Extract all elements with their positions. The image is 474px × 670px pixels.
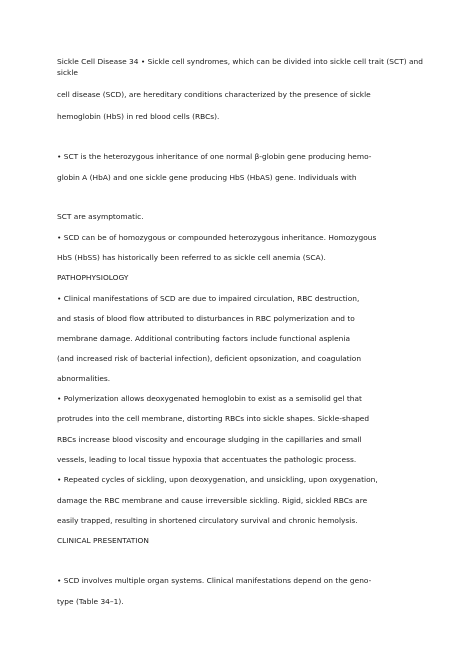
text-line: membrane damage. Additional contributing factors include functional asplenia xyxy=(57,334,350,343)
text-line: cell disease (SCD), are hereditary conditions characterized by the presence of sickle xyxy=(57,90,371,99)
text-line: HbS (HbSS) has historically been referred to as sickle cell anemia (SCA). xyxy=(57,253,326,262)
text-line: damage the RBC membrane and cause irreversible sickling. Rigid, sickled RBCs are xyxy=(57,496,368,505)
text-line: • Repeated cycles of sickling, upon deoxygenation, and unsickling, upon oxygenation, xyxy=(57,475,378,484)
text-line: • SCD involves multiple organ systems. Clinical manifestations depend on the geno- xyxy=(57,576,372,585)
section-heading: PATHOPHYSIOLOGY xyxy=(57,273,129,282)
text-line: • Clinical manifestations of SCD are due to impaired circulation, RBC destruction, xyxy=(57,294,360,303)
text-line: vessels, leading to local tissue hypoxia that accentuates the pathologic process. xyxy=(57,455,357,464)
text-line: abnormalities. xyxy=(57,374,111,383)
text-line: Sickle Cell Disease 34 • Sickle cell syndromes, which can be divided into sickle cell trait (SCT) and xyxy=(57,57,423,66)
text-line: (and increased risk of bacterial infection), deficient opsonization, and coagulation xyxy=(57,354,362,363)
text-line: easily trapped, resulting in shortened circulatory survival and chronic hemolysis. xyxy=(57,516,358,525)
text-line: sickle xyxy=(57,68,78,77)
text-line: • SCT is the heterozygous inheritance of one normal β-globin gene producing hemo- xyxy=(57,152,372,161)
text-line: • SCD can be of homozygous or compounded heterozygous inheritance. Homozygous xyxy=(57,233,377,242)
text-line: type (Table 34–1). xyxy=(57,597,124,606)
text-line: protrudes into the cell membrane, distorting RBCs into sickle shapes. Sickle-shaped xyxy=(57,414,370,423)
text-line: RBCs increase blood viscosity and encourage sludging in the capillaries and small xyxy=(57,435,362,444)
text-line: • Polymerization allows deoxygenated hemoglobin to exist as a semisolid gel that xyxy=(57,394,362,403)
text-line: SCT are asymptomatic. xyxy=(57,212,144,221)
text-line: hemoglobin (HbS) in red blood cells (RBCs). xyxy=(57,112,220,121)
text-line: and stasis of blood flow attributed to disturbances in RBC polymerization and to xyxy=(57,314,355,323)
section-heading: CLINICAL PRESENTATION xyxy=(57,536,149,545)
text-line: globin A (HbA) and one sickle gene producing HbS (HbAS) gene. Individuals with xyxy=(57,173,357,182)
